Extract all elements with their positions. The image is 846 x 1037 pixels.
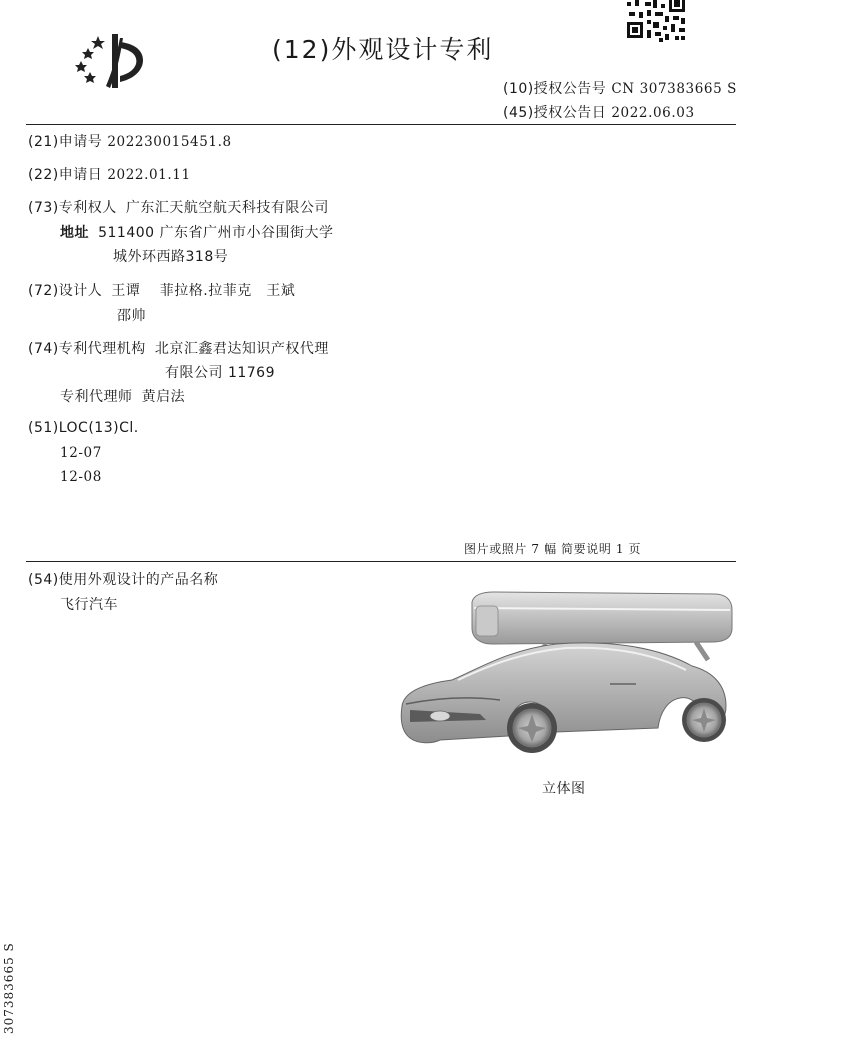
patentee-row <box>28 197 329 217</box>
grant-date-value: 2022.06.03 <box>611 105 695 121</box>
emblem-star-3 <box>75 61 87 72</box>
front-wheel <box>507 703 557 753</box>
application-number-row <box>28 131 232 151</box>
patentee-label: (73)专利权人 <box>28 200 117 216</box>
agency-label: (74)专利代理机构 <box>28 341 146 357</box>
designer-label: (72)设计人 <box>28 283 103 299</box>
address-row <box>60 222 334 242</box>
grant-date-label: (45)授权公告日 <box>503 105 607 121</box>
designer-row <box>28 280 295 300</box>
address-label: 地址 <box>60 225 89 241</box>
qr-code-icon <box>625 0 687 42</box>
emblem-ip-mark <box>106 34 143 88</box>
emblem-star-1 <box>91 36 105 49</box>
agency-line-1: 北京汇鑫君达知识产权代理 <box>154 341 329 357</box>
grant-number-value: CN 307383665 S <box>611 81 738 97</box>
agent-value: 黄启法 <box>141 389 186 405</box>
agent-row <box>60 386 185 406</box>
agency-row <box>28 338 329 358</box>
product-name-label: (54)使用外观设计的产品名称 <box>28 572 219 588</box>
product-name-value: 飞行汽车 <box>60 597 118 613</box>
application-number-value: 202230015451.8 <box>107 134 232 150</box>
grant-number-label: (10)授权公告号 <box>503 81 607 97</box>
application-date-row <box>28 164 191 184</box>
agent-label: 专利代理师 <box>60 389 133 405</box>
document-title: (12)外观设计专利 <box>272 35 494 64</box>
car-body <box>401 643 726 743</box>
designers-line-1: 王谭 菲拉格.拉菲克 王斌 <box>111 283 296 299</box>
agency-line-2 <box>165 362 275 382</box>
address-line-2: 城外环西路318号 <box>113 249 229 265</box>
cnipa-emblem-logo <box>68 28 158 92</box>
emblem-star-2 <box>82 48 94 59</box>
emblem-star-4 <box>84 72 96 83</box>
product-divider <box>26 561 736 562</box>
designers-line-2: 邵帅 <box>117 308 146 324</box>
grant-date-line <box>503 102 695 122</box>
application-date-label: (22)申请日 <box>28 167 103 183</box>
application-date-value: 2022.01.11 <box>107 167 191 183</box>
loc-code-1: 12-07 <box>60 445 102 461</box>
pictures-note: 图片或照片 7 幅 简要说明 1 页 <box>464 542 642 556</box>
address-line-1: 511400 广东省广州市小谷围街大学 <box>98 225 334 241</box>
side-publication-number: 307383665 S <box>2 942 16 1034</box>
header-divider <box>26 124 736 125</box>
loc-classification-label: (51)LOC(13)Cl. <box>28 420 139 436</box>
application-number-label: (21)申请号 <box>28 134 103 150</box>
agency-line-2-text: 有限公司 11769 <box>165 365 275 381</box>
grant-number-line <box>503 78 737 98</box>
figure-caption: 立体图 <box>542 781 586 797</box>
flying-car-figure <box>396 588 738 760</box>
rear-wheel <box>682 698 726 742</box>
loc-code-2: 12-08 <box>60 469 102 485</box>
patentee-value: 广东汇天航空航天科技有限公司 <box>125 200 329 216</box>
